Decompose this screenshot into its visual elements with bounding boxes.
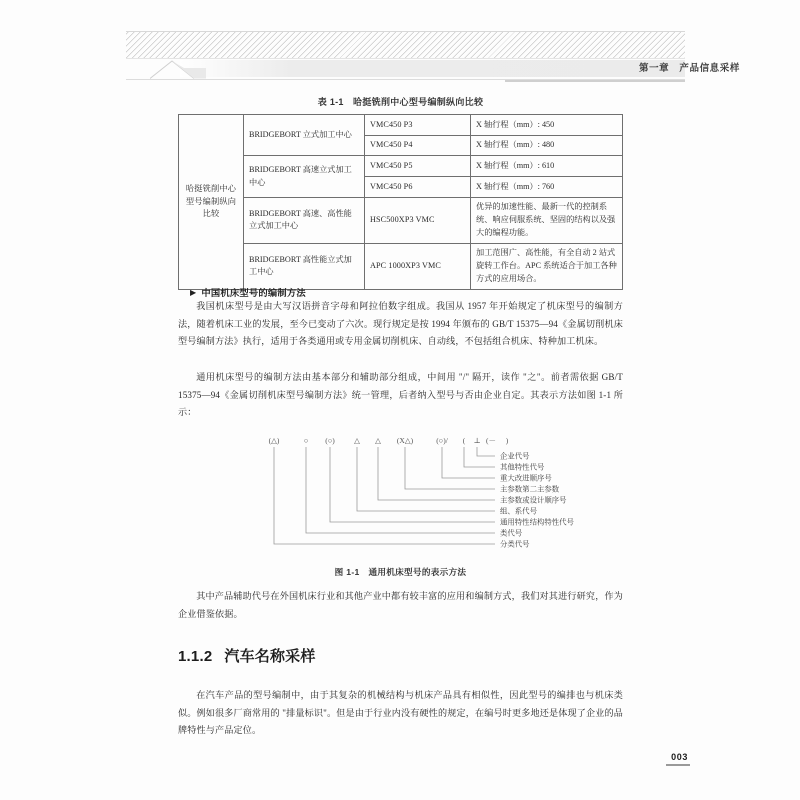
table-cell-desc: 加工范围广、高性能，有全自动 2 站式旋转工作台。APC 系统适合于加工各种方式的应用场合。	[471, 243, 623, 289]
body-paragraph-1: 我国机床型号是由大写汉语拼音字母和阿拉伯数字组成。我国从 1957 年开始规定了机床型号的编制方法，随着机床工业的发展，至今已变动了六次。现行规定是按 1994 年颁布的 GB/T 15375—94《金属切削机床型号编制方法》执行，适用于各类通用或专用金属切削机床、自动线，不包括组合机床、特种加工机床。	[178, 301, 623, 347]
figure-caption: 图 1-1 通用机床型号的表示方法	[334, 567, 467, 577]
svg-text:主参数第二主参数: 主参数第二主参数	[500, 484, 560, 494]
table-cell-model: VMC450 P6	[365, 177, 471, 198]
svg-text:(○)/: (○)/	[436, 436, 448, 445]
svg-text:): )	[505, 436, 509, 445]
svg-text:类代号: 类代号	[500, 528, 523, 538]
svg-text:(○): (○)	[325, 436, 335, 445]
svg-text:(X△): (X△)	[396, 436, 414, 445]
table-cell-model: VMC450 P3	[365, 115, 471, 136]
body-paragraph-3: 其中产品辅助代号在外国机床行业和其他产业中都有较丰富的应用和编制方式，我们对其进行研究，作为企业借鉴依据。	[178, 591, 623, 619]
body-paragraph-4: 在汽车产品的型号编制中，由于其复杂的机械结构与机床产品具有相似性，因此型号的编排也与机床类似。例如很多厂商常用的 "排量标识"。但是由于行业内没有硬性的规定，在编号时更多地还是体现了企业的品牌特性与产品定位。	[178, 690, 623, 736]
table-cell-group: 哈挺铣削中心型号编制纵向比较	[179, 115, 244, 290]
decorative-hatch-band	[126, 31, 685, 59]
table-cell-model: APC 1000XP3 VMC	[365, 243, 471, 289]
triangle-bullet-icon: ▶	[190, 288, 197, 297]
table-caption: 表 1-1 哈挺铣削中心型号编制纵向比较	[317, 97, 484, 107]
header-underline-accent	[505, 80, 685, 82]
section-heading	[178, 645, 316, 666]
table-cell-series: BRIDGEBORT 高速立式加工中心	[244, 156, 365, 197]
table-cell-series: BRIDGEBORT 高速、高性能立式加工中心	[244, 197, 365, 243]
running-header-text: 第一章 产品信息采样	[638, 63, 740, 74]
svg-text:其他特性代号: 其他特性代号	[500, 462, 545, 472]
svg-text:△: △	[375, 436, 381, 445]
bullet-heading-text: 中国机床型号的编制方法	[201, 288, 306, 298]
section-title: 汽车名称采样	[224, 648, 316, 665]
svg-text:⊥: ⊥	[473, 436, 481, 445]
table-cell-series: BRIDGEBORT 高性能立式加工中心	[244, 243, 365, 289]
spec-table	[178, 114, 623, 290]
figure-machine-tool-model-notation	[178, 434, 623, 584]
table-cell-model: HSC500XP3 VMC	[365, 197, 471, 243]
svg-text:△: △	[354, 436, 360, 445]
table-row	[179, 243, 623, 289]
page-number: 003	[671, 752, 688, 762]
table-row	[179, 115, 623, 136]
svg-text:通用特性结构特性代号: 通用特性结构特性代号	[500, 517, 574, 527]
page-number-rule	[666, 764, 690, 766]
table-cell-desc: X 轴行程（mm）: 450	[471, 115, 623, 136]
section-number: 1.1.2	[178, 648, 213, 665]
table-cell-desc: 优异的加速性能、最新一代的控制系统、响应伺服系统、坚固的结构以及强大的编程功能。	[471, 197, 623, 243]
table-cell-desc: X 轴行程（mm）: 760	[471, 177, 623, 198]
bullet-heading	[190, 285, 306, 299]
table-row	[179, 156, 623, 177]
body-paragraph-2: 通用机床型号的编制方法由基本部分和辅助部分组成，中间用 "/" 隔开，读作 "之"。前者需依据 GB/T 15375—94《金属切削机床型号编制方法》统一管理，后者纳入型号与否由企业自定。其表示方法如图 1-1 所示：	[178, 372, 623, 418]
svg-text:企业代号: 企业代号	[500, 451, 530, 461]
svg-text:组、系代号: 组、系代号	[500, 506, 537, 516]
svg-text:重大改进顺序号: 重大改进顺序号	[500, 473, 552, 483]
table-cell-model: VMC450 P4	[365, 135, 471, 156]
running-header-bar	[180, 60, 685, 77]
table-cell-desc: X 轴行程（mm）: 480	[471, 135, 623, 156]
svg-text:(－: (－	[486, 436, 496, 445]
svg-text:分类代号: 分类代号	[500, 539, 530, 549]
svg-text:(△): (△)	[268, 436, 280, 445]
table-cell-series: BRIDGEBORT 立式加工中心	[244, 115, 365, 156]
svg-text:主参数或设计顺序号: 主参数或设计顺序号	[500, 495, 567, 505]
table-cell-desc: X 轴行程（mm）: 610	[471, 156, 623, 177]
table-row	[179, 197, 623, 243]
header-notch-decoration	[150, 60, 206, 79]
svg-text:(: (	[462, 436, 466, 445]
svg-text:○: ○	[303, 436, 309, 445]
table-cell-model: VMC450 P5	[365, 156, 471, 177]
